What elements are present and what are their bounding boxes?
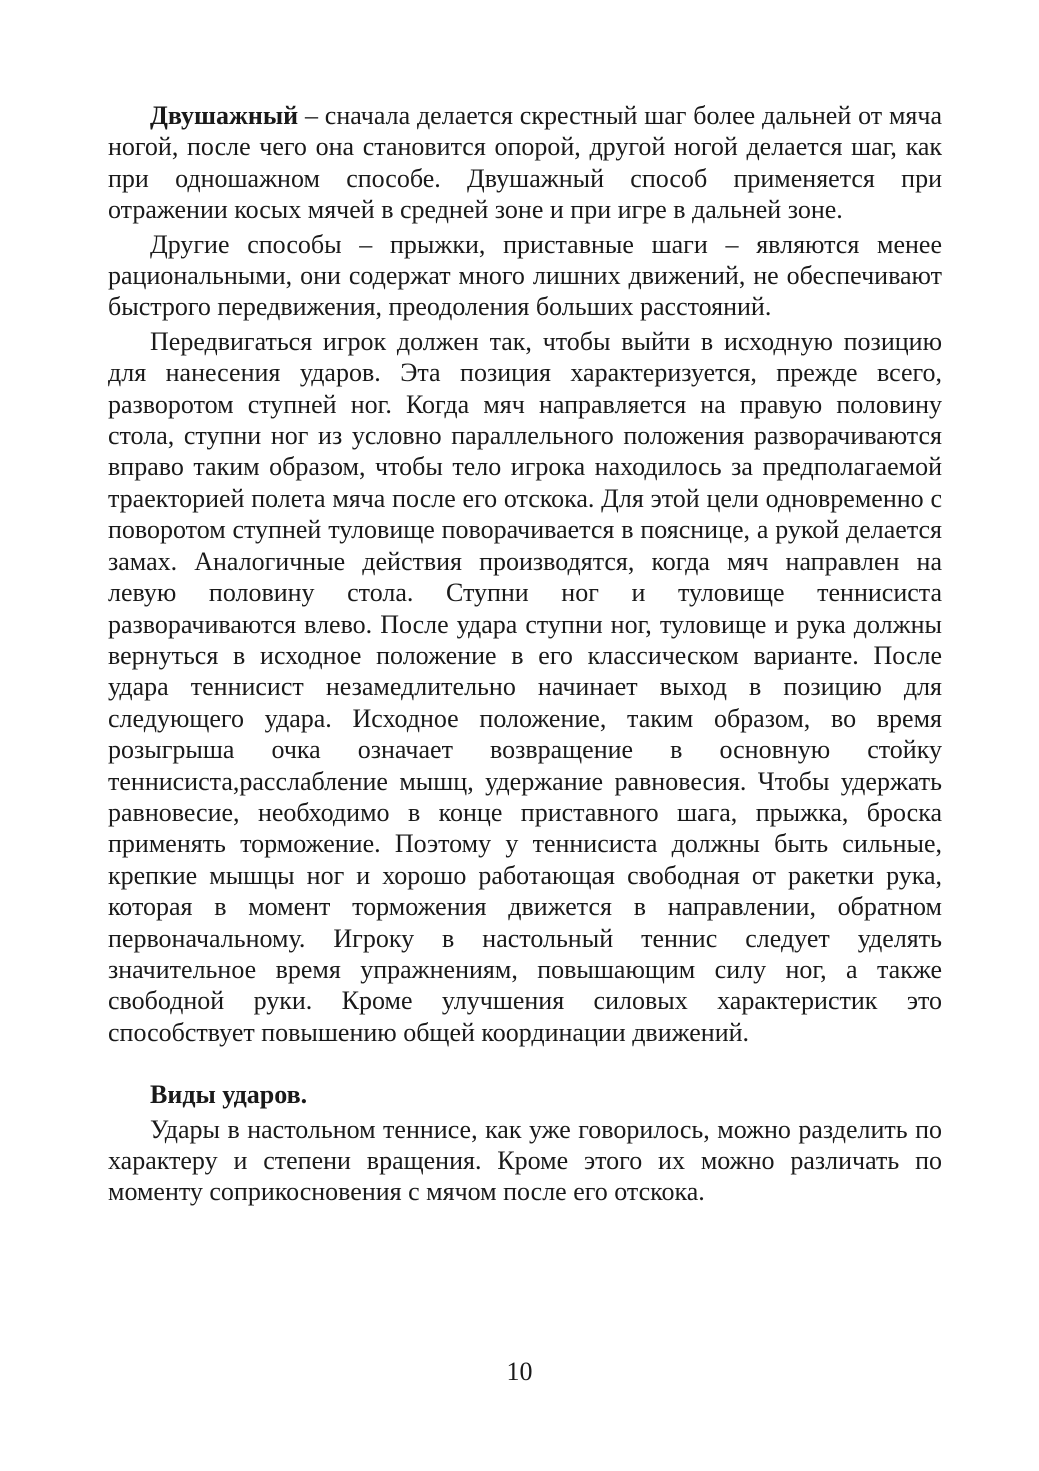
- paragraph-strike-types: Удары в настольном теннисе, как уже говорилось, можно разделить по характеру и степени вращения. Кроме этого их можно различать по моменту соприкосновения с мячом после его отскока.: [108, 1114, 942, 1207]
- paragraph-movement: Передвигаться игрок должен так, чтобы выйти в исходную позицию для нанесения ударов. Эта позиция характеризуется, прежде всего, разворотом ступней ног. Когда мяч направляется на правую половину стола, ступни ног из условно параллельного положения разворачиваются вправо таким образом, чтобы тело игрока находилось за предполагаемой траекторией полета мяча после его отскока. Для этой цели одновременно с поворотом ступней туловище поворачивается в пояснице, а рукой делается замах. Аналогичные действия производятся, когда мяч направлен на левую половину стола. Ступни ног и туловище теннисиста разворачиваются влево. После удара ступни ног, туловище и рука должны вернуться в исходное положение в его классическом варианте. После удара теннисист незамедлительно начинает выход в позицию для следующего удара. Исходное положение, таким образом, во время розыгрыша очка означает возвращение в основную стойку теннисиста,расслабление мышц, удержание равновесия. Чтобы удержать равновесие, необходимо в конце приставного шага, прыжка, броска применять торможение. Поэтому у теннисиста должны быть сильные, крепкие мышцы ног и хорошо работающая свободная от ракетки рука, которая в момент торможения движется в направлении, обратном первоначальному. Игроку в настольный теннис следует уделять значительное время упражнениям, повышающим силу ног, а также свободной руки. Кроме улучшения силовых характеристик это способствует повышению общей координации движений.: [108, 326, 942, 1047]
- paragraph-two-step-text: – сначала делается скрестный шаг более дальней от мяча ногой, после чего она становится опорой, другой ногой делается шаг, как при одношажном способе. Двушажный способ применяется при отражении косых мячей в средней зоне и при игре в дальней зоне.: [108, 101, 942, 225]
- section-heading: Виды ударов.: [150, 1080, 308, 1110]
- paragraph-two-step: [108, 100, 942, 226]
- term-two-step: Двушажный: [150, 101, 299, 130]
- page-body: [108, 100, 942, 1208]
- page-number: 10: [506, 1357, 533, 1386]
- paragraph-other-methods: Другие способы – прыжки, приставные шаги – являются менее рациональными, они содержат много лишних движений, не обеспечивают быстрого передвижения, преодоления больших расстояний.: [108, 229, 942, 322]
